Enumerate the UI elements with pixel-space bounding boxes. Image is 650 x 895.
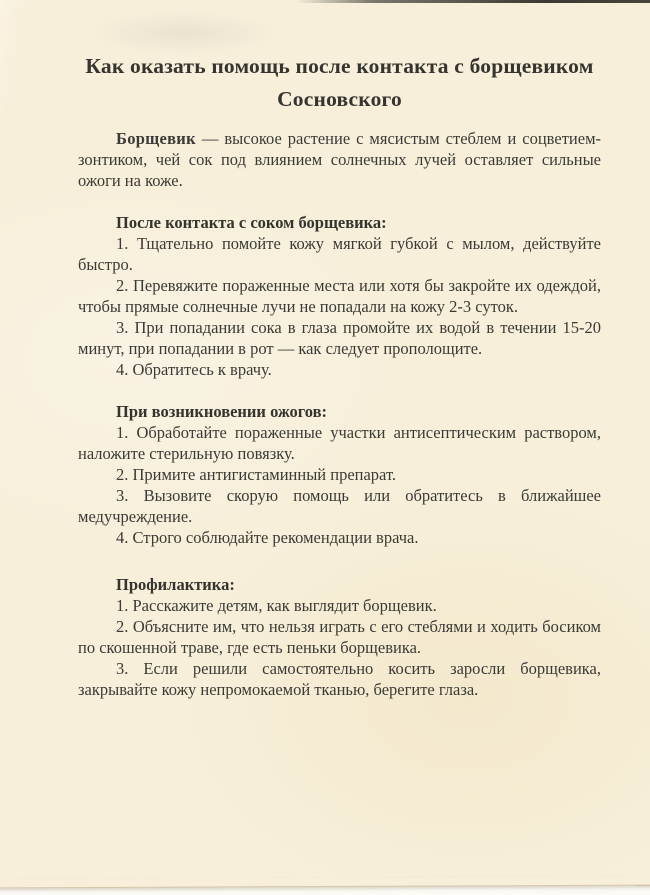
list-item: 2. Примите антигистаминный препарат. (116, 465, 397, 484)
document-section (78, 401, 601, 548)
intro-text: — высокое растение с мясистым стеблем и соцветием-зонтиком, чей сок под влиянием солнечных лучей оставляет сильные ожоги на коже. (78, 129, 601, 190)
document-section (78, 212, 601, 380)
list-item: 2. Перевяжите пораженные места или хотя бы закройте их одеждой, чтобы прямые солнечные лучи не попадали на кожу 2-3 суток. (78, 276, 601, 316)
section-items (78, 422, 601, 548)
list-item: 3. При попадании сока в глаза промойте их водой в течении 15-20 минут, при попадании в рот — как следует прополощите. (78, 318, 601, 358)
document-section (78, 574, 601, 700)
intro-lead-word: Борщевик (116, 129, 196, 148)
paper-edge-bottom (0, 884, 650, 895)
section-items (78, 595, 601, 700)
sections (78, 212, 601, 700)
document-content (78, 50, 601, 700)
list-item: 3. Если решили самостоятельно косить заросли борщевика, закрывайте кожу непромокаемой тканью, берегите глаза. (78, 659, 601, 699)
list-item: 1. Обработайте пораженные участки антисептическим раствором, наложите стерильную повязку. (78, 423, 601, 463)
list-item: 4. Строго соблюдайте рекомендации врача. (116, 528, 419, 547)
list-item: 4. Обратитесь к врачу. (116, 360, 272, 379)
intro-paragraph (78, 128, 601, 191)
scanner-edge-top (295, 0, 650, 3)
list-item: 2. Объясните им, что нельзя играть с его стеблями и ходить босиком по скошенной траве, где есть пеньки борщевика. (78, 617, 601, 657)
section-heading: Профилактика: (116, 575, 235, 594)
section-heading: После контакта с соком борщевика: (116, 213, 387, 232)
page-title: Как оказать помощь после контакта с борщевиком Сосновского (85, 54, 594, 111)
list-item: 3. Вызовите скорую помощь или обратитесь в ближайшее медучреждение. (78, 486, 601, 526)
section-items (78, 233, 601, 380)
list-item: 1. Расскажите детям, как выглядит борщевик. (116, 596, 437, 615)
section-heading: При возникновении ожогов: (116, 402, 328, 421)
list-item: 1. Тщательно помойте кожу мягкой губкой с мылом, действуйте быстро. (78, 234, 601, 274)
scan-smudge (88, 12, 278, 54)
